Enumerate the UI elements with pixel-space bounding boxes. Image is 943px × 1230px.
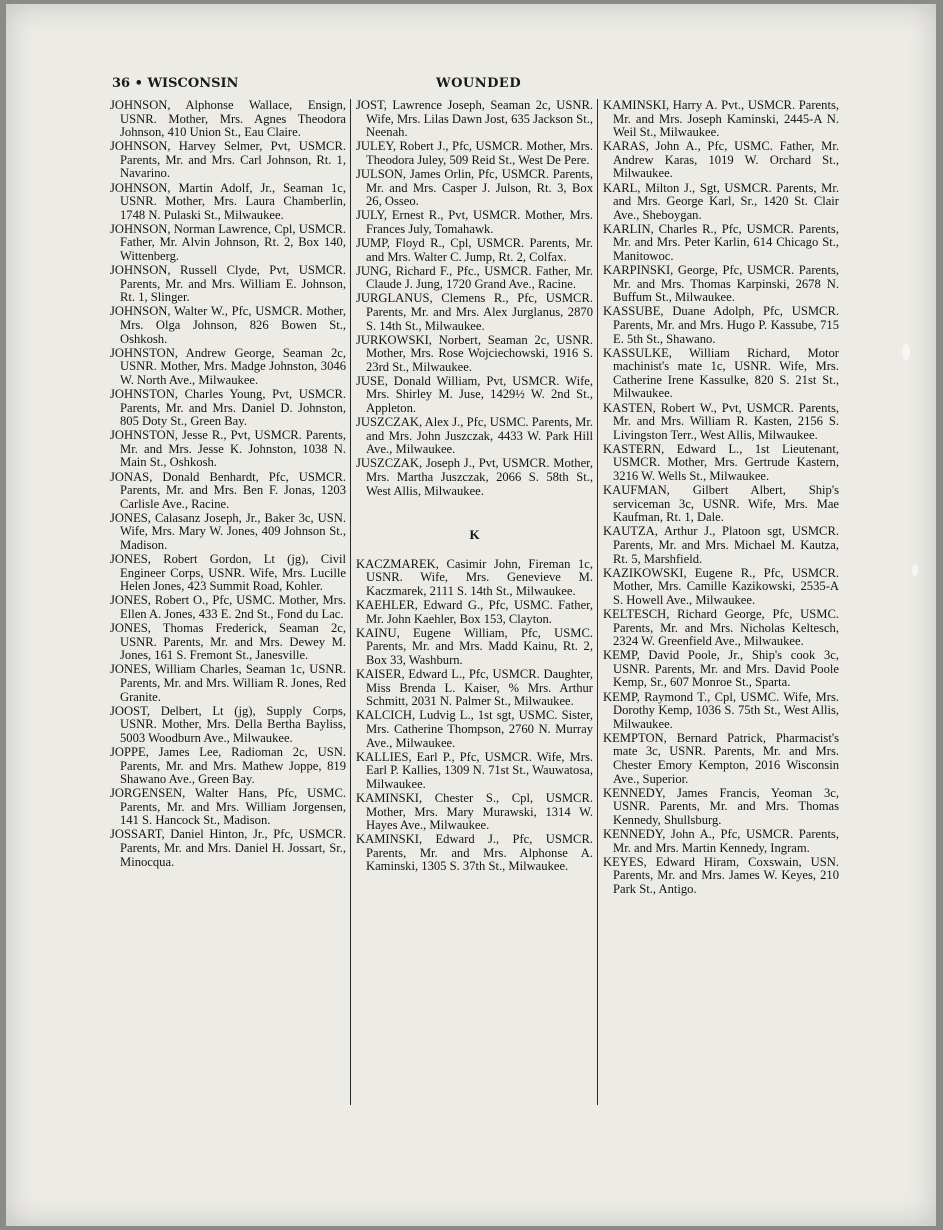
casualty-entry: KALLIES, Earl P., Pfc, USMCR. Wife, Mrs. Earl P. Kallies, 1309 N. 71st St., Wauwatosa, Milwaukee. (356, 749, 593, 791)
casualty-entry: KAMINSKI, Chester S., Cpl, USMCR. Mother, Mrs. Mary Murawski, 1314 W. Hayes Ave., Milwaukee. (356, 790, 593, 833)
column-2-j-entries (356, 99, 593, 498)
casualty-entry: KASSULKE, William Richard, Motor machinist's mate 1c, USNR. Wife, Mrs. Catherine Irene Kassulke, 820 S. 21st St., Milwaukee. (603, 345, 839, 401)
casualty-entry: KAZIKOWSKI, Eugene R., Pfc, USMCR. Mother, Mrs. Camille Kazikowski, 2535-A S. Howell Ave., Milwaukee. (603, 565, 839, 607)
casualty-entry: KAMINSKI, Harry A. Pvt., USMCR. Parents, Mr. and Mrs. Joseph Kaminski, 2445-A N. Weil St., Milwaukee. (603, 98, 839, 140)
casualty-entry: KENNEDY, John A., Pfc, USMCR. Parents, Mr. and Mrs. Martin Kennedy, Ingram. (603, 826, 839, 855)
casualty-entry: KALCICH, Ludvig L., 1st sgt, USMC. Sister, Mrs. Catherine Thompson, 2760 N. Murray Ave., Milwaukee. (356, 708, 593, 750)
casualty-entry: KEYES, Edward Hiram, Coxswain, USN. Parents, Mr. and Mrs. James W. Keyes, 210 Park St., Antigo. (603, 854, 839, 896)
casualty-entry: KASSUBE, Duane Adolph, Pfc, USMCR. Parents, Mr. and Mrs. Hugo P. Kassube, 715 E. 5th St., Shawano. (603, 304, 839, 346)
casualty-entry: JULSON, James Orlin, Pfc, USMCR. Parents, Mr. and Mrs. Casper J. Julson, Rt. 3, Box 26, Osseo. (356, 166, 593, 209)
column-2-k-entries (356, 558, 593, 874)
column-1 (110, 99, 346, 870)
casualty-entry: KARL, Milton J., Sgt, USMCR. Parents, Mr. and Mrs. George Karl, Sr., 1420 St. Clair Ave., Sheboygan. (603, 180, 839, 222)
casualty-entry: KASTEN, Robert W., Pvt, USMCR. Parents, Mr. and Mrs. William R. Kasten, 2156 S. Livingston Terr., West Allis, Milwaukee. (603, 400, 839, 442)
casualty-entry: JONES, Robert O., Pfc, USMC. Mother, Mrs. Ellen A. Jones, 433 E. 2nd St., Fond du Lac. (110, 593, 346, 621)
casualty-entry: JUNG, Richard F., Pfc., USMCR. Father, Mr. Claude J. Jung, 1720 Grand Ave., Racine. (356, 263, 593, 292)
casualty-entry: JULY, Ernest R., Pvt, USMCR. Mother, Mrs. Frances July, Tomahawk. (356, 208, 593, 236)
casualty-entry: JURKOWSKI, Norbert, Seaman 2c, USNR. Mother, Mrs. Rose Wojciechowski, 1916 S. 23rd St., Milwaukee. (356, 332, 593, 374)
paper-blemish (912, 564, 918, 576)
casualty-entry: JOOST, Delbert, Lt (jg), Supply Corps, USNR. Mother, Mrs. Della Bertha Bayliss, 5003 Woodburn Ave., Milwaukee. (110, 703, 346, 745)
column-divider (350, 99, 351, 1105)
casualty-entry: KEMP, David Poole, Jr., Ship's cook 3c, USNR. Parents, Mr. and Mrs. David Poole Kemp, Sr., 607 Monroe St., Sparta. (603, 648, 839, 690)
casualty-entry: KAISER, Edward L., Pfc, USMCR. Daughter, Miss Brenda L. Kaiser, % Mrs. Arthur Schmitt, 2031 N. Palmer St., Milwaukee. (356, 667, 593, 709)
casualty-entry: JOSSART, Daniel Hinton, Jr., Pfc, USMCR. Parents, Mr. and Mrs. Daniel H. Jossart, Sr., Minocqua. (110, 827, 346, 869)
casualty-entry: KACZMAREK, Casimir John, Fireman 1c, USNR. Wife, Mrs. Genevieve M. Kaczmarek, 2111 S. 14th St., Milwaukee. (356, 556, 593, 598)
section-heading-k: K (469, 527, 480, 543)
casualty-entry: KELTESCH, Richard George, Pfc, USMC. Parents, Mr. and Mrs. Nicholas Keltesch, 2324 W. Greenfield Ave., Milwaukee. (603, 606, 839, 649)
column-divider (597, 99, 598, 1105)
casualty-entry: JUSZCZAK, Joseph J., Pvt, USMCR. Mother, Mrs. Martha Juszczak, 2066 S. 58th St., West Allis, Milwaukee. (356, 456, 593, 498)
casualty-entry: JOHNSON, Norman Lawrence, Cpl, USMCR. Father, Mr. Alvin Johnson, Rt. 2, Box 140, Wittenberg. (110, 221, 346, 264)
casualty-entry: KEMPTON, Bernard Patrick, Pharmacist's mate 3c, USNR. Parents, Mr. and Mrs. Chester Emory Kempton, 2016 Wisconsin Ave., Superior. (603, 730, 839, 786)
casualty-entry: JUSE, Donald William, Pvt, USMCR. Wife, Mrs. Shirley M. Juse, 1429½ W. 2nd St., Appleton. (356, 373, 593, 416)
casualty-entry: KENNEDY, James Francis, Yeoman 3c, USNR. Parents, Mr. and Mrs. Thomas Kennedy, Shullsburg. (603, 785, 839, 827)
page-header (112, 76, 842, 92)
casualty-entry: JONES, Robert Gordon, Lt (jg), Civil Engineer Corps, USNR. Wife, Mrs. Lucille Helen Jones, 423 Summit Road, Kohler. (110, 552, 346, 594)
casualty-entry: KEMP, Raymond T., Cpl, USMC. Wife, Mrs. Dorothy Kemp, 1036 S. 75th St., West Allis, Milwaukee. (603, 689, 839, 731)
casualty-entry: JUSZCZAK, Alex J., Pfc, USMC. Parents, Mr. and Mrs. John Juszczak, 4433 W. Park Hill Ave., Milwaukee. (356, 415, 593, 457)
casualty-entry: JOHNSTON, Andrew George, Seaman 2c, USNR. Mother, Mrs. Madge Johnston, 3046 W. North Ave., Milwaukee. (110, 345, 346, 387)
column-3 (603, 99, 839, 897)
casualty-entry: KAEHLER, Edward G., Pfc, USMC. Father, Mr. John Kaehler, Box 153, Clayton. (356, 598, 593, 626)
casualty-entry: JOHNSON, Martin Adolf, Jr., Seaman 1c, USNR. Mother, Mrs. Laura Chamberlin, 1748 N. Pulaski St., Milwaukee. (110, 180, 346, 222)
casualty-entry: KARLIN, Charles R., Pfc, USMCR. Parents, Mr. and Mrs. Peter Karlin, 614 Chicago St., Manitowoc. (603, 221, 839, 264)
casualty-entry: JOHNSTON, Charles Young, Pvt, USMCR. Parents, Mr. and Mrs. Daniel D. Johnston, 805 Doty St., Green Bay. (110, 386, 346, 429)
casualty-entry: JOPPE, James Lee, Radioman 2c, USN. Parents, Mr. and Mrs. Mathew Joppe, 819 Shawano Ave., Green Bay. (110, 744, 346, 787)
casualty-entry: KAMINSKI, Edward J., Pfc, USMCR. Parents, Mr. and Mrs. Alphonse A. Kaminski, 1305 S. 37th St., Milwaukee. (356, 832, 593, 874)
casualty-entry: JOHNSON, Walter W., Pfc, USMCR. Mother, Mrs. Olga Johnson, 826 Bowen St., Oshkosh. (110, 304, 346, 346)
casualty-entry: JONES, Thomas Frederick, Seaman 2c, USNR. Parents, Mr. and Mrs. Dewey M. Jones, 161 S. Fremont St., Janesville. (110, 621, 346, 663)
column-2 (356, 99, 593, 874)
page-title: WOUNDED (436, 76, 522, 91)
casualty-entry: KASTERN, Edward L., 1st Lieutenant, USMCR. Mother, Mrs. Gertrude Kastern, 3216 W. Wells St., Milwaukee. (603, 441, 839, 484)
casualty-entry: KAINU, Eugene William, Pfc, USMC. Parents, Mr. and Mrs. Madd Kainu, Rt. 2, Box 33, Washburn. (356, 625, 593, 667)
casualty-entry: JOHNSON, Alphonse Wallace, Ensign, USNR. Mother, Mrs. Agnes Theodora Johnson, 410 Union St., Eau Claire. (110, 98, 346, 140)
casualty-entry: KARAS, John A., Pfc, USMC. Father, Mr. Andrew Karas, 1019 W. Orchard St., Milwaukee. (603, 139, 839, 181)
casualty-entry: JOHNSTON, Jesse R., Pvt, USMCR. Parents, Mr. and Mrs. Jesse K. Johnston, 1038 N. Main St., Oshkosh. (110, 428, 346, 470)
page-number-state: 36 • WISCONSIN (112, 76, 239, 91)
casualty-entry: JOHNSON, Russell Clyde, Pvt, USMCR. Parents, Mr. and Mrs. William E. Johnson, Rt. 1, Slinger. (110, 263, 346, 305)
casualty-entry: KAUFMAN, Gilbert Albert, Ship's serviceman 3c, USNR. Wife, Mrs. Mae Kaufman, Rt. 1, Dale. (603, 483, 839, 525)
casualty-entry: JONAS, Donald Benhardt, Pfc, USMCR. Parents, Mr. and Mrs. Ben F. Jonas, 1203 Carlisle Ave., Racine. (110, 469, 346, 511)
casualty-entry: KARPINSKI, George, Pfc, USMCR. Parents, Mr. and Mrs. Thomas Karpinski, 2678 N. Buffum St., Milwaukee. (603, 263, 839, 305)
casualty-entry: JULEY, Robert J., Pfc, USMCR. Mother, Mrs. Theodora Juley, 509 Reid St., West De Pere. (356, 139, 593, 167)
casualty-entry: JOST, Lawrence Joseph, Seaman 2c, USNR. Wife, Mrs. Lilas Dawn Jost, 635 Jackson St., Neenah. (356, 98, 593, 140)
casualty-entry: JONES, Calasanz Joseph, Jr., Baker 3c, USN. Wife, Mrs. Mary W. Jones, 409 Johnson St., Madison. (110, 510, 346, 552)
casualty-entry: JONES, William Charles, Seaman 1c, USNR. Parents, Mr. and Mrs. William R. Jones, Red Granite. (110, 662, 346, 704)
casualty-entry: JURGLANUS, Clemens R., Pfc, USMCR. Parents, Mr. and Mrs. Alex Jurglanus, 2870 S. 14th St., Milwaukee. (356, 291, 593, 333)
paper-blemish (902, 344, 910, 360)
casualty-entry: JOHNSON, Harvey Selmer, Pvt, USMCR. Parents, Mr. and Mrs. Carl Johnson, Rt. 1, Navarino. (110, 139, 346, 181)
casualty-entry: KAUTZA, Arthur J., Platoon sgt, USMCR. Parents, Mr. and Mrs. Michael M. Kautza, Rt. 5, Marshfield. (603, 524, 839, 566)
casualty-entry: JUMP, Floyd R., Cpl, USMCR. Parents, Mr. and Mrs. Walter C. Jump, Rt. 2, Colfax. (356, 235, 593, 264)
casualty-entry: JORGENSEN, Walter Hans, Pfc, USMC. Parents, Mr. and Mrs. William Jorgensen, 141 S. Hancock St., Madison. (110, 786, 346, 828)
